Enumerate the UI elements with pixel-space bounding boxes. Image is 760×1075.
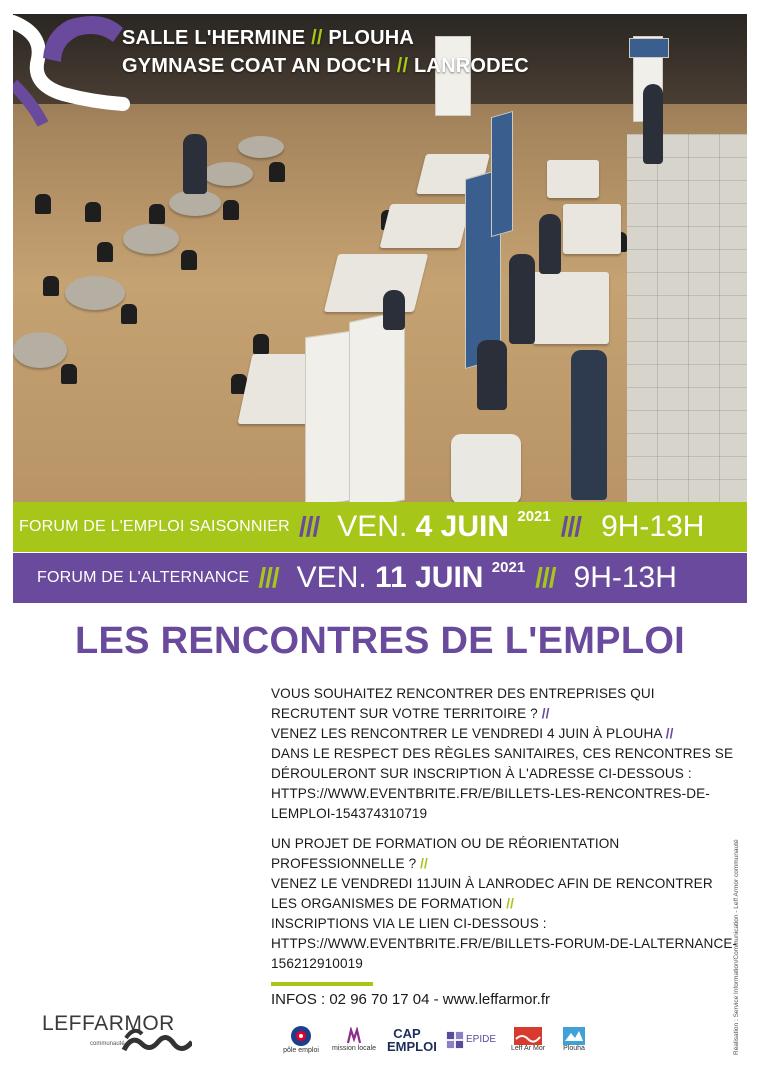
- intro-question: VOUS SOUHAITEZ RENCONTRER DES ENTREPRISES QUI RECRUTENT SUR VOTRE TERRITOIRE ? //: [271, 686, 655, 721]
- band-alternance: [13, 553, 747, 603]
- band-hours: 9H-13H: [573, 561, 677, 594]
- leff-ar-mor-logo: Leff Ar Mor: [510, 1020, 546, 1060]
- main-title: LES RENCONTRES DE L'EMPLOI: [74, 620, 686, 662]
- logo-name: LEFFARMOR: [42, 1012, 175, 1035]
- band-date: VEN. 11 JUIN $^{2021}$: [296, 559, 526, 594]
- band-label: FORUM DE L'EMPLOI SAISONNIER: [19, 518, 290, 535]
- venue-header: [122, 24, 529, 80]
- leffarmor-logo: [42, 1012, 202, 1062]
- logo-sub: communauté: [90, 1041, 125, 1047]
- band-slashes-2: ///: [535, 562, 556, 593]
- venue-line-1: SALLE L'HERMINE // PLOUHA: [122, 27, 415, 49]
- band-slashes: ///: [298, 511, 320, 542]
- cap-emploi-logo: [382, 1020, 437, 1060]
- venue-line-2: GYMNASE COAT AN DOC'H // LANRODEC: [122, 55, 529, 77]
- cap-emploi-text: CAP EMPLOI: [387, 1026, 437, 1054]
- band-slashes: ///: [258, 562, 279, 593]
- band-date: VEN. 4 JUIN $^{2021}$: [337, 508, 551, 543]
- band-label: FORUM DE L'ALTERNANCE: [37, 569, 250, 586]
- band-slashes-2: ///: [560, 511, 582, 542]
- plouha-invite: VENEZ LES RENCONTRER LE VENDREDI 4 JUIN À PLOUHA //: [271, 726, 674, 741]
- body-text: [271, 684, 741, 974]
- plouha-icon: [563, 1027, 585, 1045]
- mission-locale-logo: mission locale: [336, 1020, 372, 1060]
- epide-icon: [446, 1030, 464, 1050]
- pole-emploi-logo: pôle emploi: [280, 1020, 322, 1060]
- divider: [271, 982, 373, 986]
- mission-locale-icon: [345, 1027, 363, 1045]
- band-hours: 9H-13H: [601, 510, 705, 543]
- eventbrite-link-alternance[interactable]: HTTPS://WWW.EVENTBRITE.FR/E/BILLETS-FORUM-DE-LALTERNANCE-156212910019: [271, 936, 738, 971]
- band-emploi-saisonnier: [13, 502, 747, 552]
- credit-vertical: Réalisation : Service Information/Communication - Leff Armor communauté: [733, 839, 740, 1055]
- pole-emploi-icon: [290, 1025, 312, 1047]
- inscriptions-label: INSCRIPTIONS VIA LE LIEN CI-DESSOUS :: [271, 916, 547, 931]
- sanitary-notice: DANS LE RESPECT DES RÈGLES SANITAIRES, CES RENCONTRES SE DÉROULERONT SUR INSCRIPTION À L'ADRESSE CI-DESSOUS :: [271, 746, 734, 781]
- epide-logo: EPIDE: [446, 1020, 496, 1060]
- eventbrite-link-emploi[interactable]: HTTPS://WWW.EVENTBRITE.FR/E/BILLETS-LES-RENCONTRES-DE-LEMPLOI-154374310719: [271, 786, 710, 821]
- partner-logos: [280, 1020, 600, 1060]
- infos-contact[interactable]: INFOS : 02 96 70 17 04 - www.leffarmor.fr: [271, 991, 551, 1008]
- leff-ar-mor-icon: [514, 1027, 542, 1045]
- lanrodec-invite: VENEZ LE VENDREDI 11JUIN À LANRODEC AFIN DE RENCONTRER LES ORGANISMES DE FORMATION //: [271, 876, 713, 911]
- plouha-logo: Plouha: [556, 1020, 592, 1060]
- formation-question: UN PROJET DE FORMATION OU DE RÉORIENTATION PROFESSIONNELLE ? //: [271, 836, 620, 871]
- wave-icon: [42, 1012, 192, 1058]
